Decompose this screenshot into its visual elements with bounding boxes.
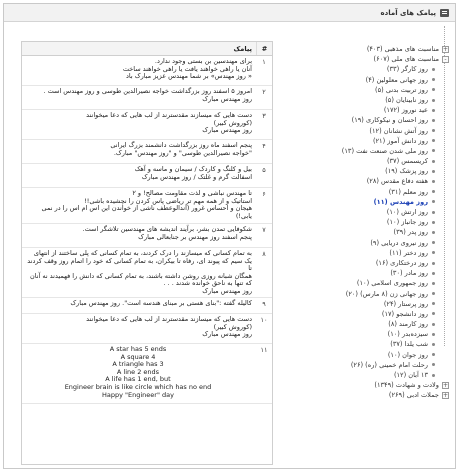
row-message: کالیله گفته :"بنای هستی بر مبنای هندسه است". روز مهندس مبارک <box>70 299 252 307</box>
tree-item-label: روز دانش آموز (۲۱) <box>372 136 428 145</box>
row-number: ۱۰ <box>260 316 268 324</box>
tree-item-label: کریسمس (۳۷) <box>386 157 428 166</box>
tree-item-label: روز معلم (۳۱) <box>388 187 428 196</box>
tree-leaf[interactable] <box>331 329 449 339</box>
row-number: ۵ <box>262 166 266 174</box>
messages-grid <box>21 41 273 465</box>
tree-item-label: روز تربیت بدنی (۵) <box>375 85 428 94</box>
bullet-icon <box>432 323 435 326</box>
tree-node[interactable] <box>331 54 449 64</box>
tree-leaf[interactable] <box>331 156 449 166</box>
row-message: دست هایی که میسازند مقدسترند از لب هایی که دعا میخوانند (کوروش کبیر) روز مهندس مبارک <box>86 315 252 339</box>
tree-item-label: جملات ادبی (۲۶۹) <box>388 391 439 400</box>
tree-leaf[interactable] <box>331 115 449 125</box>
tree-leaf[interactable] <box>331 126 449 136</box>
bullet-icon <box>432 88 435 91</box>
table-row[interactable] <box>22 224 272 248</box>
sms-panel <box>3 3 456 469</box>
row-message: بیل و کلنگ و کاردک / سیمان و ماسه و آهک اسفالت گرم و غلتک / روز مهندس مبارک <box>134 165 252 181</box>
table-row[interactable] <box>22 188 272 224</box>
tree-item-label: روز جوان (۱۰) <box>387 350 428 359</box>
row-number: ۹ <box>262 300 266 308</box>
bullet-icon <box>432 180 435 183</box>
table-row[interactable] <box>22 56 272 86</box>
tree-leaf[interactable] <box>331 85 449 95</box>
tree-item-label: شب یلدا (۳۷) <box>390 340 428 349</box>
panel-header <box>4 4 455 22</box>
tree-leaf[interactable] <box>331 95 449 105</box>
tree-item-label: روز ملی شدن صنعت نفت (۱۳) <box>341 146 428 155</box>
bullet-icon <box>432 139 435 142</box>
row-message: پنجم اسفند ماه روز بزرگداشت دانشمند بزرگ ایرانی "خواجه نصیرالدین طوسی" و "روز مهندس" مبارک. <box>110 141 252 157</box>
tree-item-label: روز جمهوری اسلامی (۱۰) <box>356 279 428 288</box>
tree-item-label: روز احسان و نیکوکاری (۱۹) <box>351 116 428 125</box>
table-row[interactable] <box>22 248 272 298</box>
tree-item-label: روز جهانی معلولین (۴) <box>365 75 428 84</box>
tree-item-label: روز دانشجو (۱۷) <box>381 309 428 318</box>
tree-item-label: روز کارمند (۸) <box>388 320 428 329</box>
tree-item-label: عید نوروز (۱۷۲) <box>383 106 428 115</box>
bullet-icon <box>432 149 435 152</box>
category-tree <box>331 44 449 401</box>
grid-body <box>22 56 272 404</box>
tree-node[interactable] <box>331 44 449 54</box>
bullet-icon <box>432 211 435 214</box>
tree-leaf[interactable] <box>331 339 449 349</box>
bullet-icon <box>432 251 435 254</box>
tree-item-label: هفته دفاع مقدس (۲۸) <box>366 177 428 186</box>
message-icon <box>440 9 449 17</box>
row-message: تا مهندس نباشی و لذت مقاومت مصالح! و ۲ استاتیک و از همه مهم تر ریاضی پاس کردن را نچشیده باشی!! هیجان و احساس غرور (اندالوعطف ناشی از خواندن این اس ام اس را در نمی یابی!) <box>41 189 252 220</box>
tree-leaf[interactable] <box>331 309 449 319</box>
tree-leaf[interactable] <box>331 238 449 248</box>
tree-leaf[interactable] <box>331 176 449 186</box>
bullet-icon <box>432 221 435 224</box>
bullet-icon <box>432 343 435 346</box>
bullet-icon <box>432 78 435 81</box>
tree-leaf[interactable] <box>331 258 449 268</box>
tree-item-label: ولادت و شهادت (۱۳۴۹) <box>374 381 439 390</box>
bullet-icon <box>432 129 435 132</box>
bullet-icon <box>432 119 435 122</box>
tree-leaf[interactable] <box>331 350 449 360</box>
bullet-icon <box>432 160 435 163</box>
collapse-icon[interactable]: - <box>442 56 449 63</box>
bullet-icon <box>432 333 435 336</box>
tree-leaf[interactable] <box>331 319 449 329</box>
table-row[interactable] <box>22 164 272 188</box>
bullet-icon <box>432 282 435 285</box>
bullet-icon <box>432 374 435 377</box>
row-message: امروز ۵ اسفند روز بزرگداشت خواجه نصیرالدین طوسی و روز مهندس است . روز مهندس مبارک <box>43 87 252 103</box>
bullet-icon <box>432 272 435 275</box>
table-row[interactable] <box>22 314 272 344</box>
bullet-icon <box>432 363 435 366</box>
bullet-icon <box>432 302 435 305</box>
tree-leaf[interactable] <box>331 360 449 370</box>
row-number: ۱۱ <box>260 346 268 354</box>
row-number: ۷ <box>262 226 266 234</box>
tree-leaf[interactable] <box>331 248 449 258</box>
table-row[interactable] <box>22 140 272 164</box>
tree-node[interactable] <box>331 380 449 390</box>
row-message: A star has 5 ends A square 4 A triangle has 3 A line 2 ends A life has 1 end, but Engineer brain is like circle which has no end Happy "Engineer" day <box>64 345 212 399</box>
tree-node[interactable] <box>331 390 449 400</box>
expand-icon[interactable]: + <box>442 391 448 399</box>
tree-item-label: روز نیروی دریایی (۹) <box>370 238 428 247</box>
bullet-icon <box>432 109 435 112</box>
tree-item-label: روز دختر (۱۱) <box>389 248 428 257</box>
tree-leaf[interactable] <box>331 166 449 176</box>
tree-leaf[interactable] <box>331 217 449 227</box>
row-number: ۶ <box>262 190 266 198</box>
expand-icon[interactable]: + <box>442 45 448 53</box>
tree-item-label: روز مادر (۳۰) <box>390 269 428 278</box>
row-message: شکوفایی تمدن بشر، برآیند اندیشه های مهندسین تلاشگر است. پنجم اسفند روز مهندس بر جنابعالی مبارک <box>82 225 252 241</box>
row-number: ۴ <box>262 142 266 150</box>
row-number: ۳ <box>262 112 266 120</box>
tree-item-label: روز کارگر (۳۳) <box>386 65 428 74</box>
column-header-message[interactable]: پیامک <box>233 45 252 53</box>
bullet-icon <box>432 200 435 203</box>
row-number: ۱ <box>262 58 266 66</box>
table-row[interactable] <box>22 344 272 404</box>
tree-item-label: ۱۳ آبان (۱۲) <box>393 371 428 379</box>
bullet-icon <box>432 170 435 173</box>
tree-leaf[interactable] <box>331 299 449 309</box>
tree-leaf[interactable] <box>331 370 449 380</box>
bullet-icon <box>432 262 435 265</box>
tree-leaf[interactable] <box>331 197 449 207</box>
tree-leaf[interactable] <box>331 136 449 146</box>
panel-title: پیامک های آماده <box>380 8 436 17</box>
tree-item-label: سیزده‌بدر (۱۰) <box>387 330 428 339</box>
bullet-icon <box>432 231 435 234</box>
tree-item-label: روز جهانی زن (۸ مارس) (۲۰) <box>345 289 428 298</box>
row-message: برای مهندسین بن بستی وجود ندارد. آنان یا راهی خواهند یافت یا راهی خواهند ساخت « روز مهندس» بر شما مهندس عزیز مبارک باد <box>122 57 252 81</box>
tree-leaf[interactable] <box>331 227 449 237</box>
tree-item-label: روز آتش نشانان (۱۲) <box>369 126 428 135</box>
bullet-icon <box>432 312 435 315</box>
tree-leaf[interactable] <box>331 289 449 299</box>
bullet-icon <box>432 292 435 295</box>
tree-leaf[interactable] <box>331 268 449 278</box>
column-header-number[interactable]: # <box>256 42 272 55</box>
tree-item-label: مناسبت های ملی (۶۰۷) <box>373 55 439 64</box>
tree-leaf[interactable] <box>331 105 449 115</box>
row-message: دست هایی که میسازند مقدسترند از لب هایی که دعا میخوانند (کوروش کبیر) روز مهندس مبارک <box>86 111 252 135</box>
bullet-icon <box>432 99 435 102</box>
tree-leaf[interactable] <box>331 207 449 217</box>
bullet-icon <box>432 190 435 193</box>
row-number: ۸ <box>262 250 266 258</box>
tree-item-label: روز جانباز (۱۰) <box>386 218 428 227</box>
row-message: به تمام کسانی که میسازند را درک کردند، به تمام کسانی که پلی ساختند از انتهای یک سیم که پیوند ای، رفاه تا بیکران، به تمام کسانی که خود را اتمام روز وقف کردند تا همگان شبانه روزی روشن داشته باشند، به تمام کسانی که دانش را فهمیدند نه آنان که تنها به ناحق خوانده شدند . . . روز مهندس مبارک <box>27 249 252 295</box>
tree-leaf[interactable] <box>331 75 449 85</box>
tree-item-label: روز پزشک (۱۹) <box>385 167 428 176</box>
tree-leaf[interactable] <box>331 187 449 197</box>
tree-item-label: روز ارتش (۱۰) <box>386 208 428 216</box>
tree-item-label: روز پرستار (۲۴) <box>383 299 428 308</box>
row-number: ۲ <box>262 88 266 96</box>
tree-item-label: روز نابینایان (۵) <box>385 95 428 104</box>
tree-leaf[interactable] <box>331 64 449 74</box>
tree-item-label: روز درختکاری (۱۶) <box>375 258 428 267</box>
tree-item-label: روز مهندس (۱۱) <box>373 197 428 206</box>
tree-item-label: روز پدر (۳۹) <box>393 228 428 237</box>
tree-leaf[interactable] <box>331 278 449 288</box>
tree-item-label: رحلت امام خمینی (ره) (۲۶) <box>350 360 428 369</box>
table-row[interactable] <box>22 86 272 110</box>
table-row[interactable] <box>22 110 272 140</box>
bullet-icon <box>432 68 435 71</box>
bullet-icon <box>432 353 435 356</box>
table-row[interactable] <box>22 298 272 314</box>
tree-leaf[interactable] <box>331 146 449 156</box>
grid-header <box>22 42 272 56</box>
expand-icon[interactable]: + <box>442 381 448 389</box>
bullet-icon <box>432 241 435 244</box>
tree-item-label: مناسبت های مذهبی (۴۰۳) <box>366 45 439 53</box>
